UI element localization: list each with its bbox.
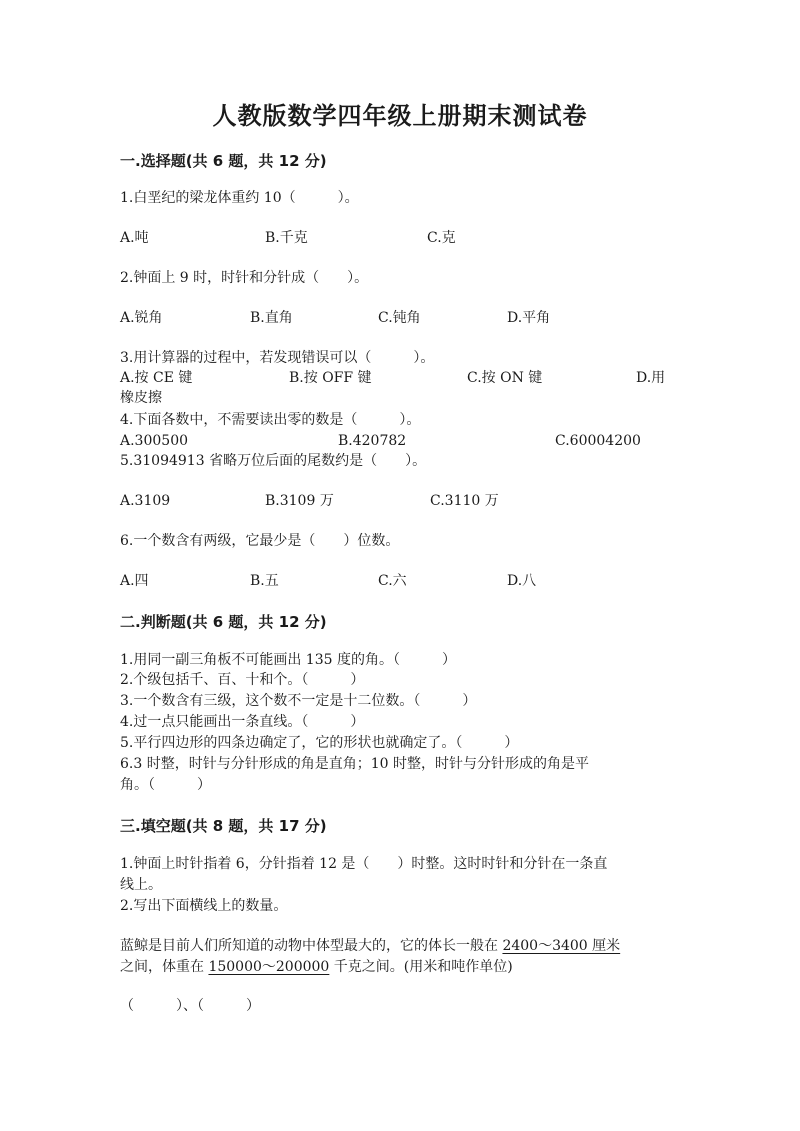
question-stem: 4.下面各数中，不需要读出零的数是（ ）。 [120, 412, 421, 428]
judgement-item-wrap: 角。（ ） [120, 777, 211, 793]
judgement-item: 5.平行四边形的四条边确定了，它的形状也就确定了。（ ） [120, 735, 519, 751]
option: C.六 [378, 573, 407, 589]
question-stem: 6.一个数含有两级，它最少是（ ）位数。 [120, 533, 400, 549]
option: A.四 [120, 573, 149, 589]
option: B.按 OFF 键 [289, 370, 372, 386]
passage-line [120, 957, 513, 977]
judgement-item: 1.用同一副三角板不可能画出 135 度的角。（ ） [120, 652, 456, 668]
option: C.60004200 [555, 433, 641, 449]
option: B.直角 [250, 310, 293, 326]
fill-question: 2.写出下面横线上的数量。 [120, 898, 288, 914]
option: A.300500 [120, 433, 189, 449]
answer-blanks: （ ）、（ ） [120, 998, 260, 1014]
fill-question: 1.钟面上时针指着 6，分针指着 12 是（ ）时整。这时时针和分针在一条直 [120, 856, 608, 872]
option: D.八 [507, 573, 537, 589]
option: C.钝角 [378, 310, 421, 326]
underlined-quantity: 2400～3400 厘米 [502, 938, 621, 954]
option: D.平角 [507, 310, 551, 326]
judgement-item: 3.一个数含有三级，这个数不一定是十二位数。（ ） [120, 693, 477, 709]
option: B.千克 [265, 230, 308, 246]
option: A.3109 [120, 493, 171, 509]
question-stem: 3.用计算器的过程中，若发现错误可以（ ）。 [120, 350, 435, 366]
question-stem: 2.钟面上 9 时，时针和分针成（ ）。 [120, 270, 369, 286]
judgement-item: 4.过一点只能画出一条直线。（ ） [120, 714, 365, 730]
section-heading-fill: 三.填空题(共 8 题，共 17 分) [120, 817, 327, 835]
option-wrap: 橡皮擦 [120, 390, 162, 406]
option: D.用 [636, 370, 666, 386]
option: B.420782 [338, 433, 407, 449]
option: B.五 [250, 573, 279, 589]
judgement-item: 2.个级包括千、百、十和个。（ ） [120, 672, 365, 688]
option: C.克 [427, 230, 456, 246]
question-stem: 5.31094913 省略万位后面的尾数约是（ ）。 [120, 453, 427, 469]
option: B.3109 万 [265, 493, 334, 509]
judgement-item: 6.3 时整，时针与分针形成的角是直角；10 时整，时针与分针形成的角是平 [120, 756, 589, 772]
passage-line [120, 936, 620, 956]
passage-text: 之间，体重在 [120, 959, 209, 975]
underlined-quantity: 150000～200000 [208, 959, 330, 975]
option: C.按 ON 键 [467, 370, 543, 386]
question-stem: 1.白垩纪的梁龙体重约 10（ ）。 [120, 190, 359, 206]
section-heading-choice: 一.选择题(共 6 题，共 12 分) [120, 152, 327, 170]
section-heading-judgement: 二.判断题(共 6 题，共 12 分) [120, 613, 327, 631]
passage-text: 千克之间。(用米和吨作单位) [329, 959, 513, 975]
option: A.锐角 [120, 310, 163, 326]
page-title: 人教版数学四年级上册期末测试卷 [212, 102, 588, 130]
fill-question-wrap: 线上。 [120, 877, 162, 893]
option: A.吨 [120, 230, 149, 246]
option: C.3110 万 [430, 493, 499, 509]
option: A.按 CE 键 [120, 370, 193, 386]
passage-text: 蓝鲸是目前人们所知道的动物中体型最大的，它的体长一般在 [120, 938, 503, 954]
